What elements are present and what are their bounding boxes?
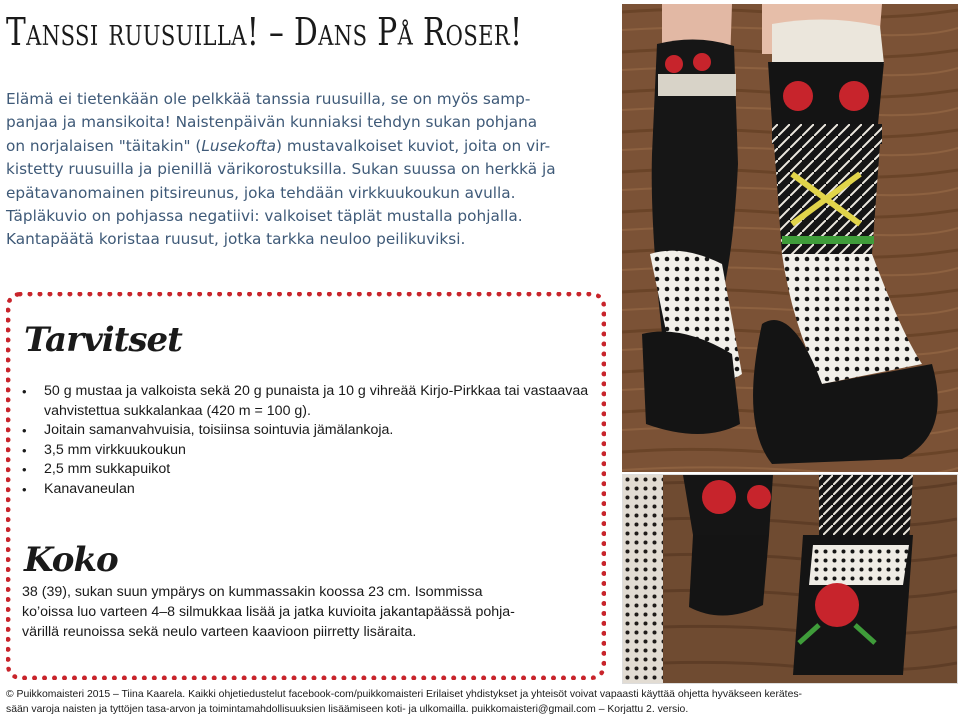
size-heading: Koko: [24, 540, 118, 580]
copyright-footer: [6, 688, 956, 717]
intro-line: Täpläkuvio on pohjassa negatiivi: valkoiset täplät mustalla pohjalla.: [6, 207, 523, 226]
intro-paragraph: [6, 88, 618, 252]
list-item: • Joitain samanvahvuisia, toisiinsa sointuvia jämälankoja.: [22, 421, 592, 441]
list-item: • 2,5 mm sukkapuikot: [22, 460, 592, 480]
footer-line: sään varoja naisten ja tyttöjen tasa-arvon ja toimintamahdollisuuksien lisäämiseen koti- ja ulkomailla. puikkomaisteri@gmail.com – Korjattu 2. versio.: [6, 703, 689, 715]
intro-line: Elämä ei tietenkään ole pelkkää tanssia ruusuilla, se on myös samp-: [6, 90, 531, 108]
materials-list: [22, 382, 592, 499]
list-item: • 50 g mustaa ja valkoista sekä 20 g punaista ja 10 g vihreää Kirjo-Pirkkaa tai vastaavaa vahvistettua sukkalankaa (420 m = 100 g).: [22, 382, 592, 421]
socks-photo-main: [622, 4, 958, 472]
size-line: ko’oissa luo varteen 4–8 silmukkaa lisää ja jatka kuvioita jakantapäässä pohja-: [22, 604, 515, 620]
size-line: värillä reunoissa sekä neulo varteen kaavioon piirretty lisäraita.: [22, 624, 417, 640]
footer-line: © Puikkomaisteri 2015 – Tiina Kaarela. Kaikki ohjetiedustelut facebook-com/puikkomaisteri Erilaiset yhdistykset ja yhteisöt voivat vapaasti käyttää ohjetta hyväkseen kerätes-: [6, 689, 803, 700]
page-title: Tanssi ruusuilla! – Dans På Roser!: [6, 10, 523, 54]
list-item: • 3,5 mm virkkuukoukun: [22, 441, 592, 461]
size-paragraph: [22, 582, 602, 642]
intro-line: epätavanomainen pitsireunus, joka tehdään virkkuukoukun avulla.: [6, 183, 516, 202]
socks-photo-heels: [622, 474, 958, 684]
intro-line: panjaa ja mansikoita! Naistenpäivän kunniaksi tehdyn sukan pohjana: [6, 113, 538, 132]
intro-line: kistetty ruusuilla ja pienillä värikorostuksilla. Sukan suussa on herkkä ja: [6, 160, 556, 179]
intro-line: on norjalaisen "täitakin" (Lusekofta) mustavalkoiset kuviot, joita on vir-: [6, 136, 551, 155]
size-line: 38 (39), sukan suun ympärys on kummassakin koossa 23 cm. Isommissa: [22, 584, 483, 600]
list-item: • Kanavaneulan: [22, 480, 592, 500]
materials-heading: Tarvitset: [24, 320, 182, 360]
intro-line: Kantapäätä koristaa ruusut, jotka tarkka neuloo peilikuviksi.: [6, 230, 466, 249]
